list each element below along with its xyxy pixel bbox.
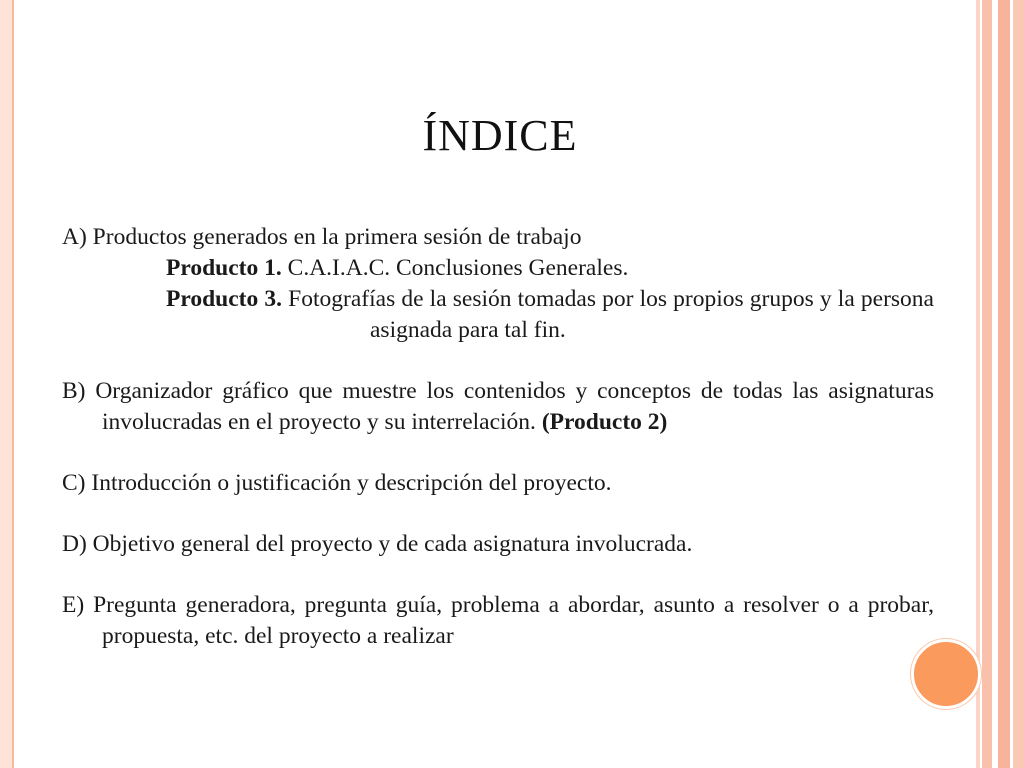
spacer xyxy=(62,438,934,468)
index-item-c: C) Introducción o justificación y descripción del proyecto. xyxy=(62,470,612,496)
accent-circle-decoration xyxy=(911,639,981,709)
subitem-label: Producto 3. xyxy=(166,286,283,312)
index-list xyxy=(62,222,934,652)
stripe xyxy=(1013,0,1024,768)
item-bold: (Producto 2) xyxy=(541,409,668,435)
spacer xyxy=(62,346,934,376)
subitem-text: C.A.I.A.C. Conclusiones Generales. xyxy=(281,255,629,281)
spacer xyxy=(62,560,934,590)
index-subitem-producto-1 xyxy=(62,253,934,284)
index-subitem-producto-3 xyxy=(62,284,934,346)
subitem-text: Fotografías de la sesión tomadas por los propios grupos y la persona asignada para tal fin. xyxy=(282,286,934,343)
subitem-label: Producto 1. xyxy=(166,255,282,281)
spacer xyxy=(62,499,934,529)
index-item-d: D) Objetivo general del proyecto y de cada asignatura involucrada. xyxy=(62,531,693,557)
index-item-a: A) Productos generados en la primera sesión de trabajo xyxy=(62,224,582,250)
index-item-e: E) Pregunta generadora, pregunta guía, problema a abordar, asunto a resolver o a probar, propuesta, etc. del proyecto a realizar xyxy=(62,592,934,649)
index-item-b xyxy=(62,376,934,438)
slide-title: ÍNDICE xyxy=(422,111,578,160)
item-text: B) Organizador gráfico que muestre los contenidos y conceptos de todas las asignaturas involucradas en el proyecto y su interrelación. xyxy=(62,378,934,435)
